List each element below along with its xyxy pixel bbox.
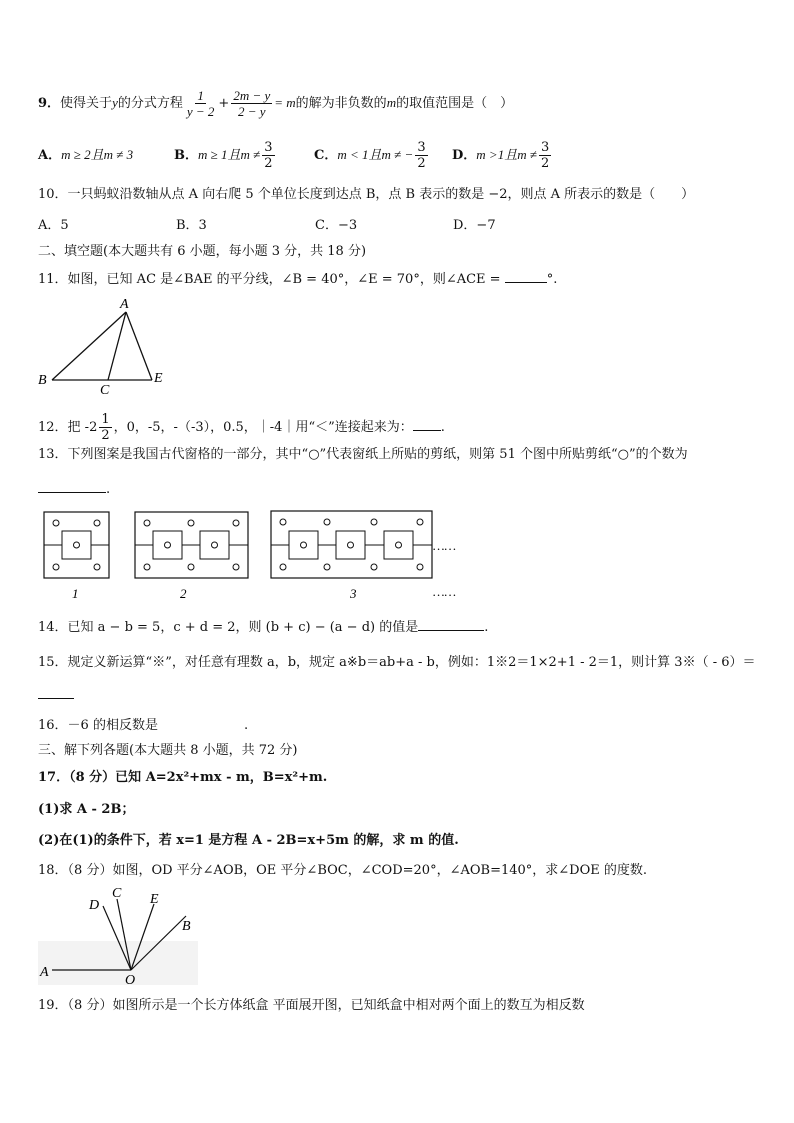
q15-blank-line xyxy=(38,686,74,705)
q13-stem: 13．下列图案是我国古代窗格的一部分，其中“○”代表窗纸上所贴的剪纸，则第 51 个图中所贴剪纸“○”的个数为 xyxy=(38,447,688,462)
label-a: A xyxy=(40,965,49,980)
q14-answer-blank[interactable] xyxy=(418,618,484,631)
pattern-label-3: 3 xyxy=(350,586,357,601)
q9-option-a: A．m ≥ 2且m ≠ 3 xyxy=(38,147,134,163)
q19-stem: 19．（8 分）如图所示是一个长方体纸盒 平面展开图，已知纸盒中相对两个面上的数互为相反数 xyxy=(38,998,585,1013)
edge-ab xyxy=(52,312,126,380)
q12-answer-blank[interactable] xyxy=(413,418,441,431)
figure-shading xyxy=(38,941,198,985)
q11-triangle-figure xyxy=(36,296,176,396)
q9-option-d: D．m >1且m ≠ $\frac{3}{2}$ xyxy=(452,140,550,171)
label-e: E xyxy=(150,892,159,907)
pattern-2 xyxy=(135,512,248,578)
pattern-ellipsis-bottom: …… xyxy=(433,584,457,599)
label-c: C xyxy=(100,383,110,396)
q12-stem: 12．把 -2 $\frac{1}{2}$ ，0，-5，-（-3），0.5，｜-4｜用“＜”连接起来为： . xyxy=(38,412,445,443)
q15-answer-blank[interactable] xyxy=(38,686,74,699)
q15-stem: 15．规定义新运算“※”，对任意有理数 a，b，规定 a※b＝ab+a - b，例如：1※2＝1×2+1 - 2＝1，则计算 3※（ - 6）＝ xyxy=(38,655,756,670)
q17-stem: 17．（8 分）已知 A=2x²+mx - m，B=x²+m. xyxy=(38,770,328,785)
section-3-heading: 三、解下列各题(本大题共 8 小题，共 72 分) xyxy=(38,743,298,758)
q11-stem: 11．如图，已知 AC 是∠BAE 的平分线，∠B = 40°，∠E = 70°，则∠ACE = °. xyxy=(38,272,558,287)
q10-option-d: D．−7 xyxy=(453,218,496,233)
section-2-heading: 二、填空题(本大题共有 6 小题，每小题 3 分，共 18 分) xyxy=(38,244,367,259)
q13-answer-blank[interactable] xyxy=(38,480,106,493)
q13-window-patterns xyxy=(40,508,480,604)
q18-angle-figure xyxy=(36,884,200,986)
label-b: B xyxy=(38,373,47,388)
q9-options xyxy=(38,140,553,171)
label-a: A xyxy=(120,297,129,312)
q9-fraction-1: $\frac{1}{y - 2}$ xyxy=(186,88,215,119)
label-b: B xyxy=(182,919,191,934)
pattern-ellipsis-top: …… xyxy=(433,538,457,553)
q16-stem: 16．－6 的相反数是 . xyxy=(38,718,249,733)
q10-option-a: A．5 xyxy=(38,218,69,233)
q14-stem: 14．已知 a − b = 5，c + d = 2，则 (b + c) − (a − d) 的值是 . xyxy=(38,620,489,635)
bisector-ac xyxy=(108,312,126,380)
q10-option-b: B．3 xyxy=(176,218,207,233)
q10-stem: 10．一只蚂蚁沿数轴从点 A 向右爬 5 个单位长度到达点 B，点 B 表示的数是 −2，则点 A 所表示的数是（ ） xyxy=(38,187,695,202)
q9-stem: 9．使得关于y的分式方程 $\frac{1}{y - 2}$ + $\frac{2m - y}{2 - y}$ = m的解为非负数的m的取值范围是（ ） xyxy=(38,88,514,119)
pattern-1 xyxy=(44,512,109,578)
label-d: D xyxy=(89,898,100,913)
q13-blank-line: . xyxy=(38,480,110,499)
edge-ae xyxy=(126,312,152,380)
label-c: C xyxy=(112,886,122,901)
q11-answer-blank[interactable] xyxy=(505,270,547,283)
q17-part-2: (2)在(1)的条件下，若 x=1 是方程 A - 2B=x+5m 的解，求 m 的值. xyxy=(38,833,459,848)
label-e: E xyxy=(154,371,163,386)
pattern-label-1: 1 xyxy=(72,586,79,601)
pattern-3 xyxy=(271,511,432,578)
label-o: O xyxy=(125,973,136,986)
q9-fraction-2: $\frac{2m - y}{2 - y}$ xyxy=(233,88,271,119)
q10-options xyxy=(38,217,496,235)
q10-option-c: C．−3 xyxy=(315,218,358,233)
q17-part-1: (1)求 A - 2B； xyxy=(38,802,135,817)
q9-option-b: B．m ≥ 1且m ≠ $\frac{3}{2}$ xyxy=(174,140,273,171)
pattern-label-2: 2 xyxy=(180,586,187,601)
q9-option-c: C．m < 1且m ≠ − $\frac{3}{2}$ xyxy=(314,140,426,171)
q18-stem: 18．（8 分）如图，OD 平分∠AOB，OE 平分∠BOC，∠COD=20°，∠AOB=140°，求∠DOE 的度数. xyxy=(38,863,648,878)
